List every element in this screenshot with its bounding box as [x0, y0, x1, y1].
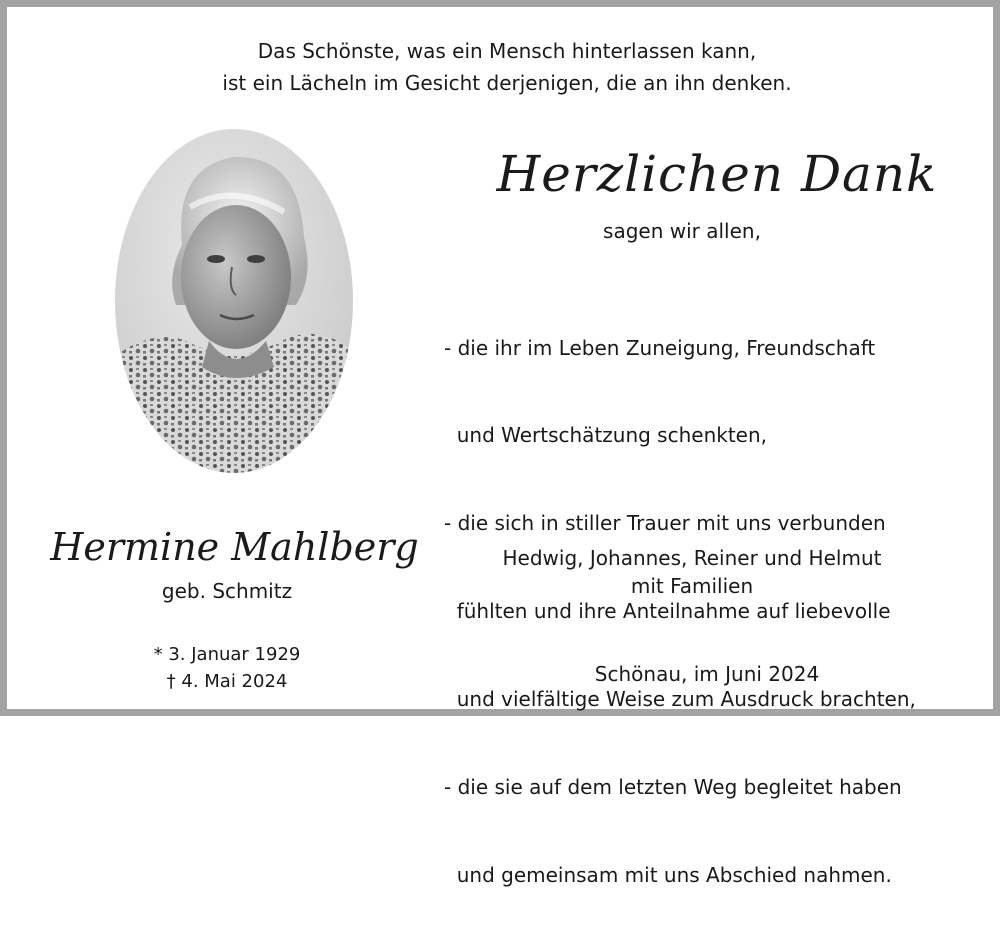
life-dates [127, 641, 327, 695]
quote-line-2: ist ein Lächeln im Gesicht derjenigen, die an ihn denken. [222, 71, 792, 95]
deceased-name: Hermine Mahlberg [50, 525, 419, 569]
thanks-list [444, 275, 964, 949]
subheading: sagen wir allen, [603, 219, 761, 243]
family-names: Hedwig, Johannes, Reiner und Helmut [502, 546, 882, 570]
place-date: Schönau, im Juni 2024 [594, 662, 820, 686]
thanks-line: - die sich in stiller Trauer mit uns verbunden [444, 511, 886, 536]
heading-herzlichen-dank: Herzlichen Dank [496, 145, 938, 203]
family-signature [477, 544, 907, 600]
thanks-line: - die sie auf dem letzten Weg begleitet haben [444, 775, 902, 800]
thanks-line: und vielfältige Weise zum Ausdruck brachten, [444, 687, 916, 712]
thanks-line: fühlten und ihre Anteilnahme auf liebevolle [444, 599, 891, 624]
death-date: † 4. Mai 2024 [166, 671, 288, 692]
family-suffix: mit Familien [630, 574, 754, 598]
thanks-line: und Wertschätzung schenkten, [444, 423, 768, 448]
birth-date: * 3. Januar 1929 [153, 644, 301, 665]
thanks-line: und gemeinsam mit uns Abschied nahmen. [444, 862, 892, 887]
thanks-line: - die ihr im Leben Zuneigung, Freundschaft [444, 335, 876, 360]
maiden-name: geb. Schmitz [161, 579, 293, 603]
memorial-quote [7, 35, 1000, 99]
portrait-photo [114, 127, 354, 475]
quote-line-1: Das Schönste, was ein Mensch hinterlassen kann, [257, 39, 757, 63]
